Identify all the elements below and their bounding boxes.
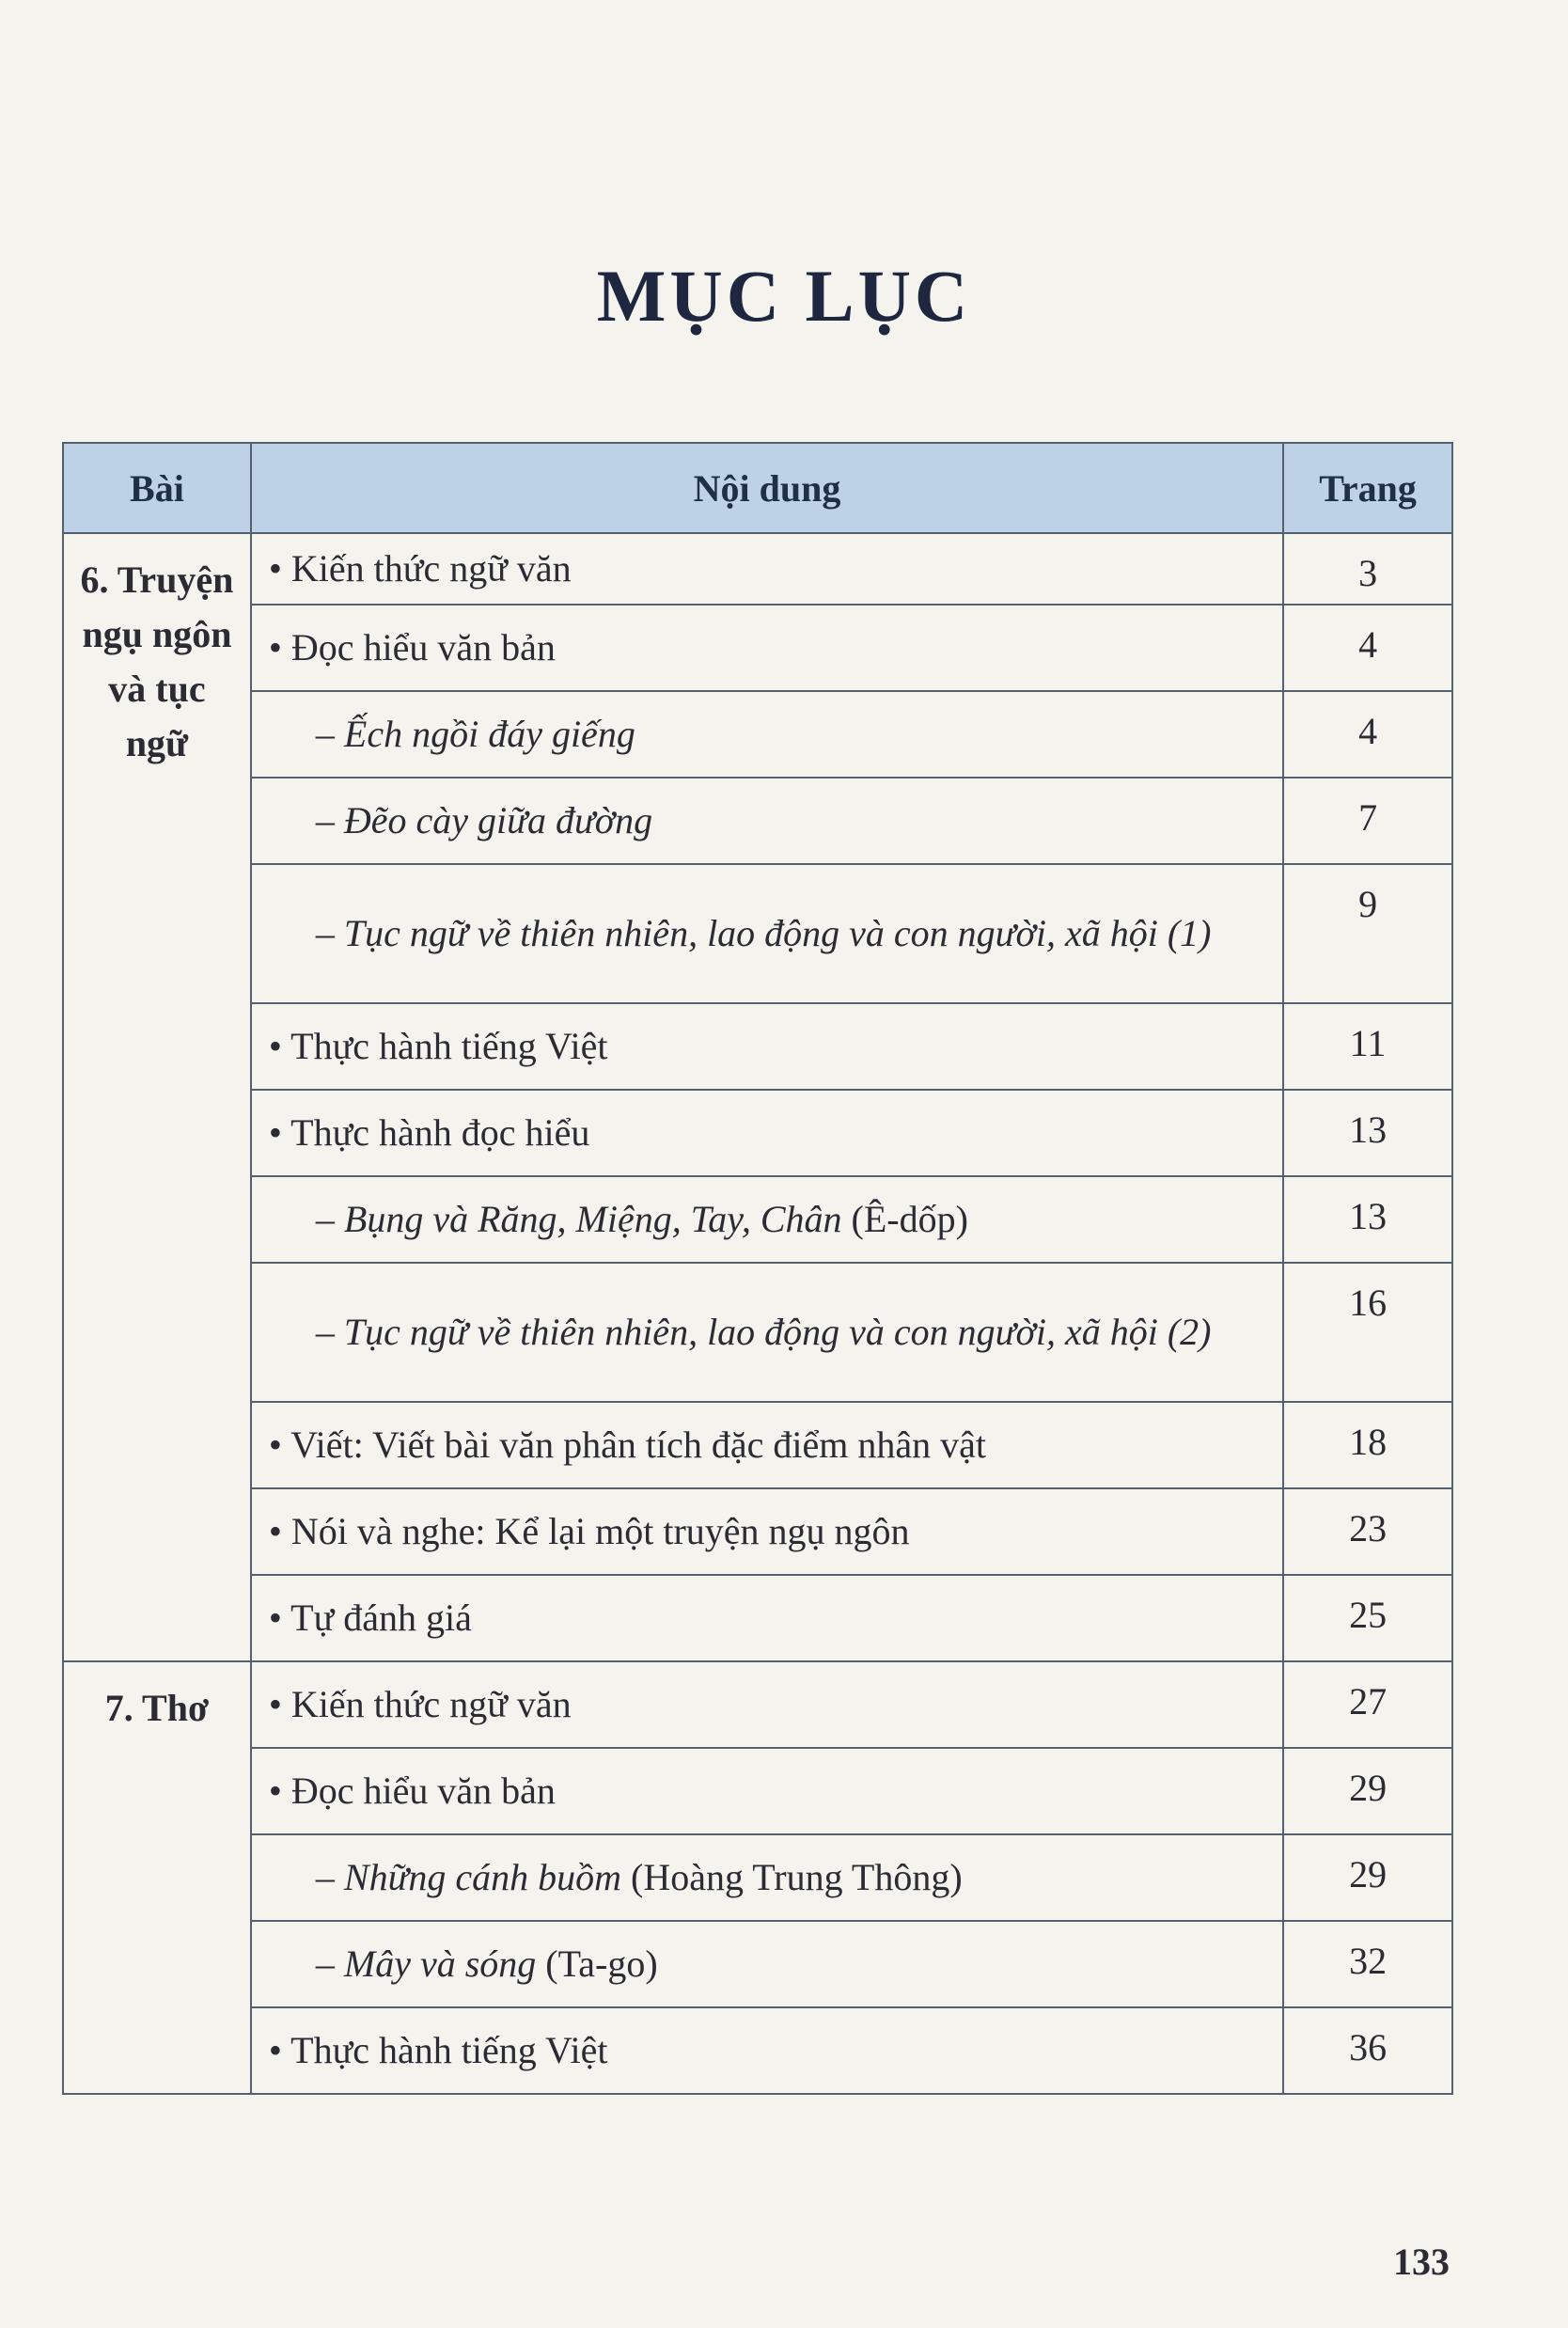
page-title: MỤC LỤC xyxy=(596,255,972,337)
entry-page: 32 xyxy=(1283,1921,1452,2007)
entry-text: • Đọc hiểu văn bản xyxy=(251,1748,1283,1834)
entry-page: 16 xyxy=(1283,1263,1452,1402)
entry-text xyxy=(251,1921,1283,2007)
entry-page: 13 xyxy=(1283,1176,1452,1263)
entry-author: (Ta-go) xyxy=(536,1943,658,1985)
header-row xyxy=(63,443,1452,533)
header-page: Trang xyxy=(1283,443,1452,533)
entry-work-title: – Những cánh buồm xyxy=(315,1856,622,1898)
entry-page: 25 xyxy=(1283,1575,1452,1661)
entry-work-title: – Mây và sóng xyxy=(315,1943,537,1985)
entry-page: 27 xyxy=(1283,1661,1452,1748)
entry-text: – Tục ngữ về thiên nhiên, lao động và con người, xã hội (1) xyxy=(251,864,1283,1003)
entry-text xyxy=(251,1834,1283,1921)
entry-page: 4 xyxy=(1283,691,1452,778)
entry-page: 3 xyxy=(1283,533,1452,605)
entry-text: • Kiến thức ngữ văn xyxy=(251,533,1283,605)
table-row xyxy=(63,1090,1452,1176)
lesson-6-label: 6. Truyện ngụ ngôn và tục ngữ xyxy=(63,533,251,1661)
table-row xyxy=(63,864,1452,1003)
table-row xyxy=(63,1402,1452,1488)
entry-text: • Thực hành tiếng Việt xyxy=(251,1003,1283,1090)
table-row xyxy=(63,1921,1452,2007)
table-row xyxy=(63,1834,1452,1921)
table-row xyxy=(63,1488,1452,1575)
table-row xyxy=(63,1003,1452,1090)
entry-text: • Thực hành tiếng Việt xyxy=(251,2007,1283,2094)
lesson-7-label: 7. Thơ xyxy=(63,1661,251,2094)
entry-text: – Đẽo cày giữa đường xyxy=(251,778,1283,864)
header-content: Nội dung xyxy=(251,443,1283,533)
table-row xyxy=(63,1661,1452,1748)
entry-page: 18 xyxy=(1283,1402,1452,1488)
entry-page: 9 xyxy=(1283,864,1452,1003)
entry-text: • Kiến thức ngữ văn xyxy=(251,1661,1283,1748)
table-row xyxy=(63,1748,1452,1834)
entry-text xyxy=(251,1176,1283,1263)
header-lesson: Bài xyxy=(63,443,251,533)
entry-author: (Ê-dốp) xyxy=(841,1198,968,1240)
table-row xyxy=(63,1176,1452,1263)
table-row xyxy=(63,533,1452,605)
entry-text: – Ếch ngồi đáy giếng xyxy=(251,691,1283,778)
entry-text: • Viết: Viết bài văn phân tích đặc điểm nhân vật xyxy=(251,1402,1283,1488)
entry-work-title: – Bụng và Răng, Miệng, Tay, Chân xyxy=(315,1198,842,1240)
entry-text: • Thực hành đọc hiểu xyxy=(251,1090,1283,1176)
entry-page: 29 xyxy=(1283,1748,1452,1834)
entry-page: 11 xyxy=(1283,1003,1452,1090)
table-row xyxy=(63,605,1452,691)
entry-text: – Tục ngữ về thiên nhiên, lao động và con người, xã hội (2) xyxy=(251,1263,1283,1402)
table-row xyxy=(63,1263,1452,1402)
table-row xyxy=(63,1575,1452,1661)
table-row xyxy=(63,778,1452,864)
entry-page: 7 xyxy=(1283,778,1452,864)
entry-text: • Đọc hiểu văn bản xyxy=(251,605,1283,691)
entry-page: 36 xyxy=(1283,2007,1452,2094)
table-of-contents xyxy=(62,442,1453,2095)
entry-page: 13 xyxy=(1283,1090,1452,1176)
entry-text: • Tự đánh giá xyxy=(251,1575,1283,1661)
entry-author: (Hoàng Trung Thông) xyxy=(621,1856,963,1898)
table-row xyxy=(63,2007,1452,2094)
table-row xyxy=(63,691,1452,778)
entry-page: 4 xyxy=(1283,605,1452,691)
entry-page: 23 xyxy=(1283,1488,1452,1575)
entry-page: 29 xyxy=(1283,1834,1452,1921)
entry-text: • Nói và nghe: Kể lại một truyện ngụ ngôn xyxy=(251,1488,1283,1575)
page-number: 133 xyxy=(1393,2241,1450,2283)
